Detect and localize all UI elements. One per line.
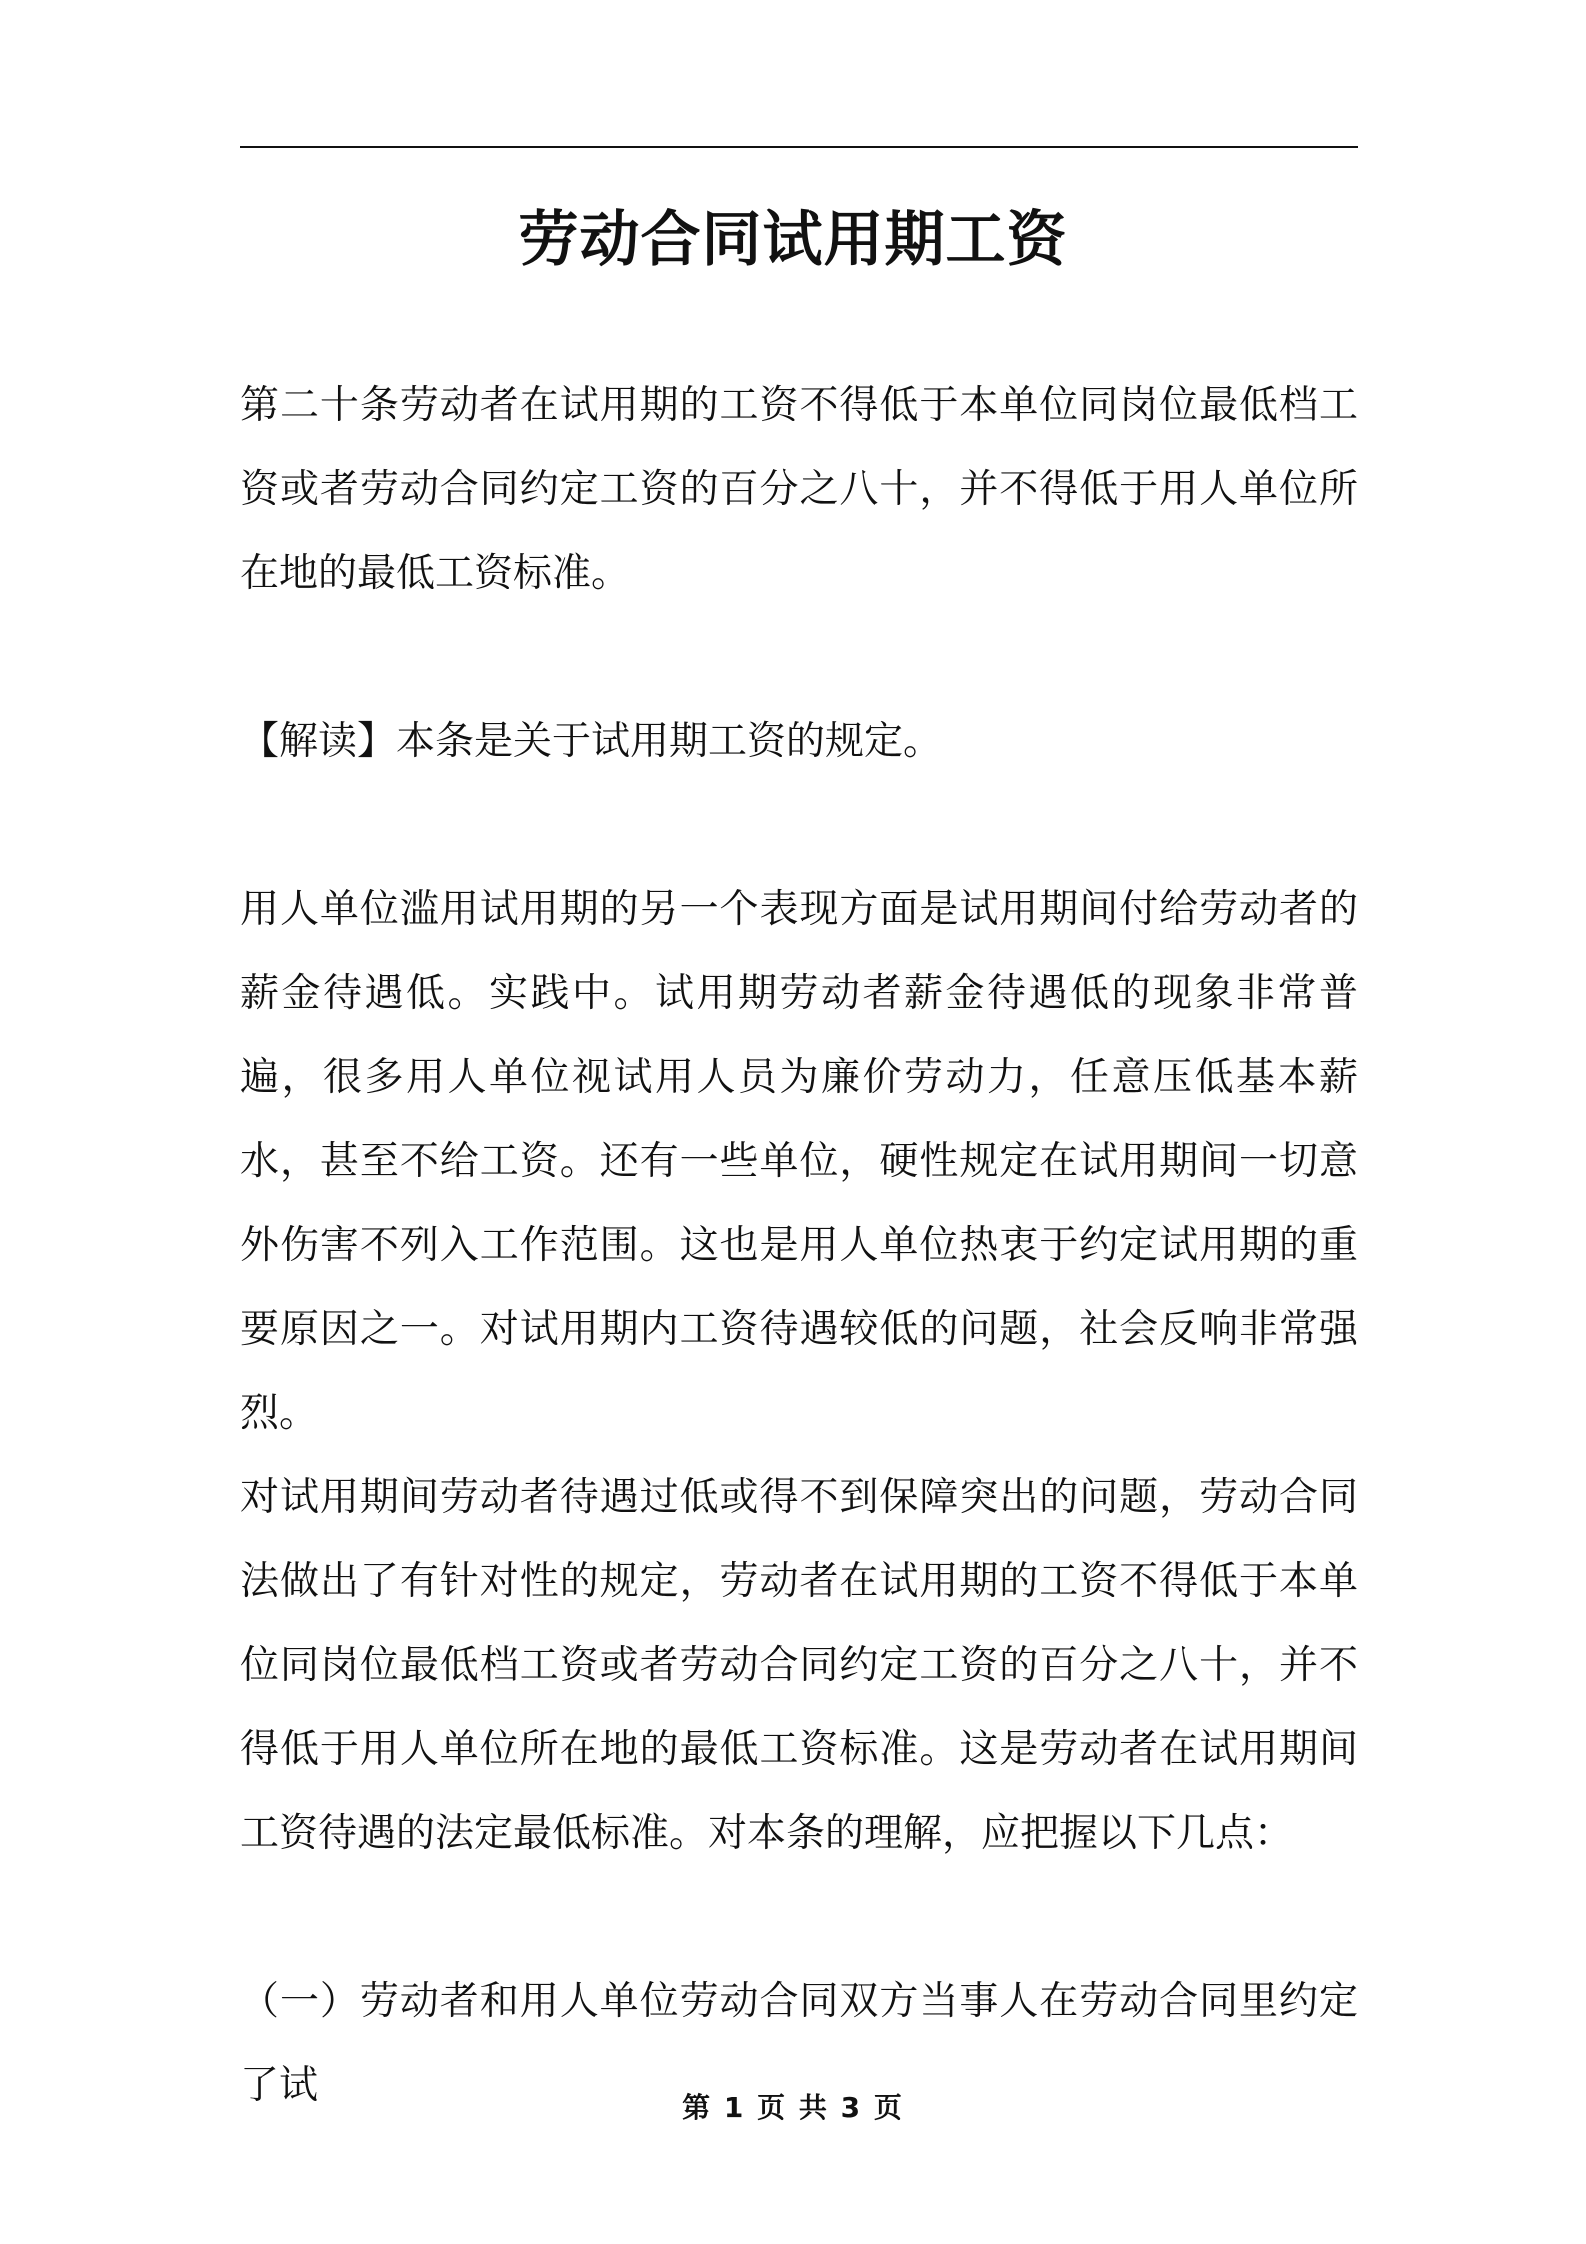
header-rule (240, 146, 1358, 148)
paragraph-interpretation: 【解读】本条是关于试用期工资的规定。 (240, 719, 943, 764)
paragraph-abuse-of-probation: 用人单位滥用试用期的另一个表现方面是试用期间付给劳动者的薪金待遇低。实践中。试用期劳动者薪金待遇低的现象非常普遍，很多用人单位视试用人员为廉价劳动力，任意压低基本薪水，甚至不给工资。还有一些单位，硬性规定在试用期间一切意外伤害不列入工作范围。这也是用人单位热衷于约定试用期的重要原因之一。对试用期内工资待遇较低的问题，社会反响非常强烈。 (240, 887, 1358, 1436)
paragraph-legal-provision: 对试用期间劳动者待遇过低或得不到保障突出的问题，劳动合同法做出了有针对性的规定，劳动者在试用期的工资不得低于本单位同岗位最低档工资或者劳动合同约定工资的百分之八十，并不得低于用人单位所在地的最低工资标准。这是劳动者在试用期间工资待遇的法定最低标准。对本条的理解，应把握以下几点： (240, 1475, 1358, 1856)
document-title: 劳动合同试用期工资 (518, 205, 1068, 275)
paragraph-point-one: （一）劳动者和用人单位劳动合同双方当事人在劳动合同里约定了试 (240, 1979, 1358, 2108)
paragraph-article-20: 第二十条劳动者在试用期的工资不得低于本单位同岗位最低档工资或者劳动合同约定工资的百分之八十，并不得低于用人单位所在地的最低工资标准。 (240, 383, 1358, 596)
page-footer: 第 1 页 共 3 页 (682, 2091, 904, 2124)
